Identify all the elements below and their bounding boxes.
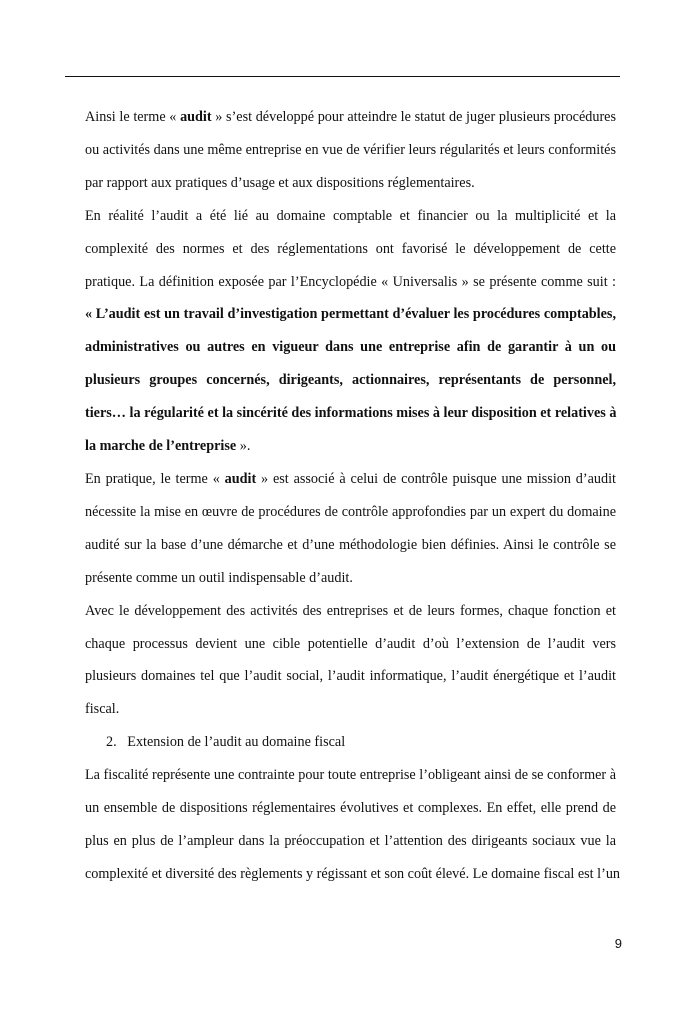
text-line: Avec le développement des activités des entreprises et de leurs formes, chaque fonction et: [85, 602, 616, 619]
paragraph-definition: [85, 200, 616, 463]
paragraph-audit-term: [85, 101, 616, 200]
text-line: complexité des normes et des réglementations ont favorisé le développement de cette: [85, 240, 616, 257]
text-line: fiscal.: [85, 701, 120, 718]
text-line: complexité et diversité des règlements y régissant et son coût élevé. Le domaine fiscal est l’un: [85, 865, 621, 882]
definition-quote-line: plusieurs groupes concernés, dirigeants, actionnaires, représentants de personnel,: [85, 372, 616, 389]
text-line: plusieurs domaines tel que l’audit social, l’audit informatique, l’audit énergétique et l’audit: [85, 668, 616, 685]
document-body: [85, 101, 621, 891]
text-line: En pratique, le terme « audit » est associé à celui de contrôle puisque une mission d’audit: [85, 470, 616, 487]
text-line: nécessite la mise en œuvre de procédures de contrôle approfondies par un expert du domaine: [85, 503, 616, 520]
paragraph-control: [85, 463, 616, 595]
paragraph-taxation: [85, 759, 621, 891]
text-line: pratique. La définition exposée par l’Encyclopédie « Universalis » se présente comme suit :: [85, 273, 616, 290]
audit-keyword: audit: [224, 470, 257, 487]
text-line: La fiscalité représente une contrainte pour toute entreprise l’obligeant ainsi de se conformer à: [85, 767, 616, 784]
section-heading: [85, 726, 616, 759]
text-line: présente comme un outil indispensable d’audit.: [85, 569, 353, 586]
text-line: la marche de l’entreprise ».: [85, 438, 251, 455]
audit-keyword: audit: [180, 109, 212, 125]
text-line: chaque processus devient une cible potentielle d’audit d’où l’extension de l’audit vers: [85, 635, 616, 652]
text-line: En réalité l’audit a été lié au domaine comptable et financier ou la multiplicité et la: [85, 207, 616, 224]
paragraph-extension: [85, 595, 616, 727]
header-rule: [65, 76, 620, 77]
text-line: Ainsi le terme « audit » s’est développé pour atteindre le statut de juger plusieurs procédures: [85, 109, 616, 125]
text-line: ou activités dans une même entreprise en vue de vérifier leurs régularités et leurs conformités: [85, 141, 616, 158]
text-line: par rapport aux pratiques d’usage et aux dispositions réglementaires.: [85, 174, 475, 191]
definition-quote-line: tiers… la régularité et la sincérité des informations mises à leur disposition et relatives à: [85, 405, 617, 422]
definition-quote-line: administratives ou autres en vigueur dans une entreprise afin de garantir à un ou: [85, 339, 616, 356]
text-line: audité sur la base d’une démarche et d’une méthodologie bien définies. Ainsi le contrôle se: [85, 536, 616, 553]
section-heading-text: 2. Extension de l’audit au domaine fiscal: [106, 734, 346, 751]
definition-quote-line: « L’audit est un travail d’investigation permettant d’évaluer les procédures comptables,: [85, 306, 616, 323]
definition-quote-end: la marche de l’entreprise: [85, 438, 237, 455]
text-line: plus en plus de l’ampleur dans la préoccupation et l’attention des dirigeants sociaux vue la: [85, 832, 616, 849]
text-line: un ensemble de dispositions réglementaires évolutives et complexes. En effet, elle prend de: [85, 800, 616, 817]
page-number: 9: [614, 936, 622, 951]
